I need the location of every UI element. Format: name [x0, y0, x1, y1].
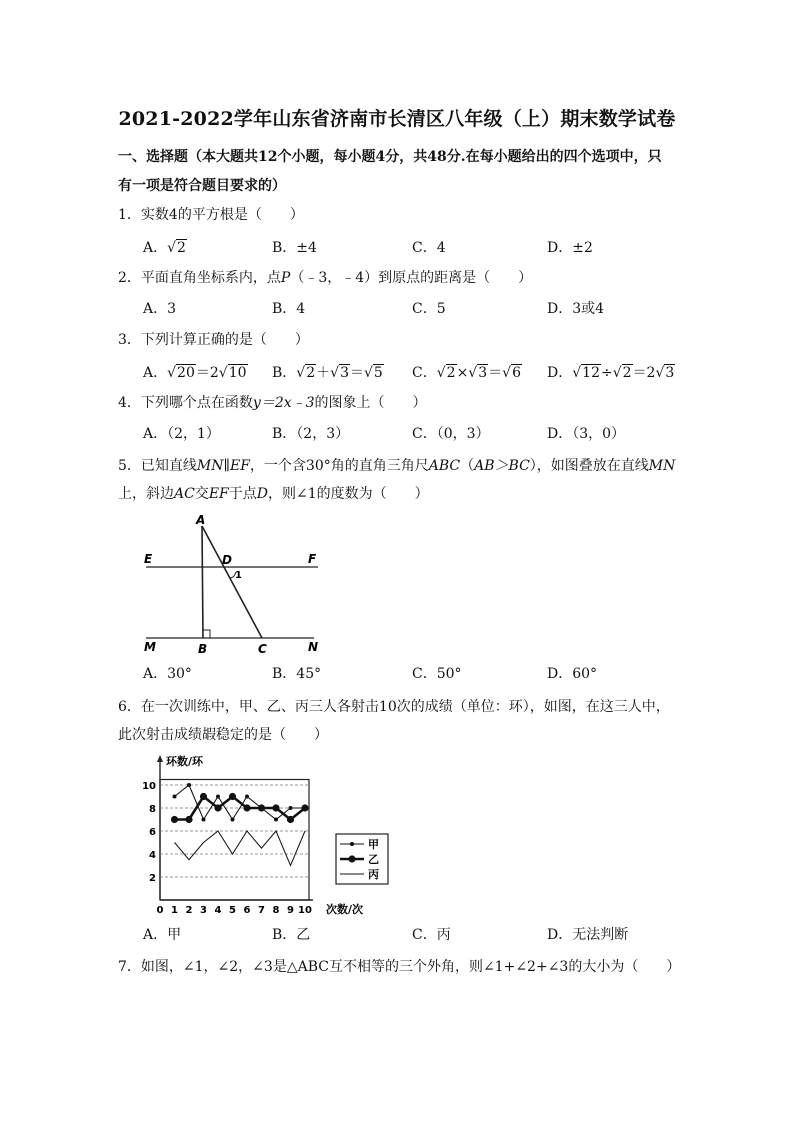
chart-legend-label: 乙 [368, 853, 379, 866]
q6-option-d: D．无法判断 [547, 927, 629, 943]
label-f: F [308, 552, 317, 566]
chart-point [243, 804, 250, 811]
chart-point [171, 816, 178, 823]
chart-y-tick-label: 8 [149, 804, 156, 815]
question-5-line-1: 5．已知直线MN∥EF，一个含30°角的直角三角尺ABC（AB＞BC），如图叠放在直线MN [118, 458, 676, 474]
label-1: 1 [235, 570, 242, 581]
q1-option-d: D．±2 [547, 240, 593, 256]
chart-point [173, 795, 177, 799]
chart-series-line [175, 831, 306, 866]
label-a: A [196, 513, 206, 527]
label-e: E [144, 552, 153, 566]
chart-x-tick-label: 5 [229, 905, 236, 916]
q6-option-c: C．丙 [412, 927, 451, 943]
chart-x-tick-label: 2 [185, 905, 193, 916]
q1-option-b: B．±4 [272, 240, 317, 256]
chart-point [202, 818, 206, 822]
section-line-1: 一、选择题（本大题共12个小题，每小题4分，共48分.在每小题给出的四个选项中，只 [118, 149, 662, 165]
chart-y-tick-label: 6 [149, 827, 156, 838]
chart-y-tick-label: 10 [142, 781, 156, 792]
chart-x-tick-label: 7 [258, 905, 265, 916]
label-b: B [198, 642, 208, 656]
chart-x-tick-label: 9 [287, 905, 294, 916]
chart-x-tick-label: 8 [272, 905, 280, 916]
chart-point [258, 804, 265, 811]
chart-legend-marker [350, 842, 354, 846]
label-c: C [258, 642, 267, 656]
chart-x-axis-label: 次数/次 [326, 903, 364, 916]
exam-title: 2021-2022学年山东省济南市长清区八年级（上）期末数学试卷 [118, 108, 676, 130]
q6-score-chart [138, 752, 398, 920]
chart-x-tick-label: 4 [214, 905, 222, 916]
chart-point [200, 793, 207, 800]
chart-point [274, 818, 278, 822]
chart-legend-marker [348, 855, 355, 862]
q1-option-a: A．√2 [143, 240, 186, 256]
chart-point [214, 804, 221, 811]
q2-option-c: C．5 [412, 301, 446, 317]
q4-option-b: B．（2，3） [272, 426, 350, 442]
q4-option-d: D．（3，0） [547, 426, 626, 442]
section-line-2: 有一项是符合题目要求的） [118, 178, 286, 194]
label-d: D [222, 553, 232, 567]
label-m: M [144, 640, 156, 654]
chart-y-axis-label: 环数/环 [166, 755, 204, 768]
q3-option-a: A．√20＝2√10 [143, 365, 247, 381]
side-ac [202, 526, 262, 638]
q3-option-c: C．√2×√3＝√6 [412, 365, 521, 381]
chart-x-tick-label: 10 [298, 905, 312, 916]
chart-point [301, 804, 308, 811]
chart-x-tick-label: 3 [200, 905, 207, 916]
question-5 [118, 452, 688, 508]
q5-option-c: C．50° [412, 666, 462, 682]
chart-y-arrow [157, 755, 163, 762]
q2-option-d: D．3或4 [547, 301, 605, 317]
chart-x-tick-label: 0 [156, 905, 164, 916]
side-ab [202, 526, 203, 638]
q1-option-c: C．4 [412, 240, 446, 256]
q5-figure [138, 512, 328, 657]
chart-y-tick-label: 2 [149, 873, 156, 884]
chart-point [229, 793, 236, 800]
question-6-line-2: 此次射击成绩嘏稳定的是（ ） [118, 727, 328, 743]
q2-option-a: A．3 [143, 301, 177, 317]
chart-y-tick-label: 4 [149, 850, 156, 861]
chart-point [272, 804, 279, 811]
question-1: 1．实数4的平方根是（ ） [118, 207, 304, 223]
chart-point [287, 816, 294, 823]
question-6-line-1: 6．在一次训练中，甲、乙、丙三人各射击10次的成绩（单位：环），如图，在这三人中， [118, 699, 670, 715]
chart-point [231, 818, 235, 822]
question-5-line-2: 上，斜边AC交EF于点D，则∠1的度数为（ ） [118, 486, 429, 502]
question-7: 7．如图，∠1，∠2，∠3是△ABC互不相等的三个外角，则∠1+∠2+∠3的大小为（ ） [118, 959, 681, 975]
right-angle-mark [203, 630, 210, 638]
q2-option-b: B．4 [272, 301, 306, 317]
chart-point [185, 816, 192, 823]
q6-option-b: B．乙 [272, 927, 311, 943]
section-heading [118, 143, 678, 201]
chart-point [245, 795, 249, 799]
q3-option-d: D．√12÷√2＝2√3 [547, 365, 675, 381]
chart-point [289, 806, 293, 810]
q5-option-b: B．45° [272, 666, 322, 682]
chart-point [187, 783, 191, 787]
chart-legend-label: 丙 [368, 868, 379, 881]
q4-option-a: A．（2，1） [143, 426, 220, 442]
question-2: 2．平面直角坐标系内，点P（﹣3，﹣4）到原点的距离是（ ） [118, 270, 533, 286]
question-6 [118, 693, 688, 749]
q5-option-a: A．30° [143, 666, 192, 682]
chart-legend-label: 甲 [368, 838, 379, 851]
chart-x-tick-label: 6 [243, 905, 251, 916]
label-n: N [308, 640, 319, 654]
question-4: 4．下列哪个点在函数y＝2x﹣3的图象上（ ） [118, 395, 427, 411]
q6-option-a: A．甲 [143, 927, 182, 943]
q5-option-d: D．60° [547, 666, 598, 682]
question-3: 3．下列计算正确的是（ ） [118, 332, 309, 348]
chart-point [216, 795, 220, 799]
q4-option-c: C．（0，3） [412, 426, 490, 442]
chart-x-tick-label: 1 [171, 905, 178, 916]
q3-option-b: B．√2＋√3＝√5 [272, 365, 383, 381]
